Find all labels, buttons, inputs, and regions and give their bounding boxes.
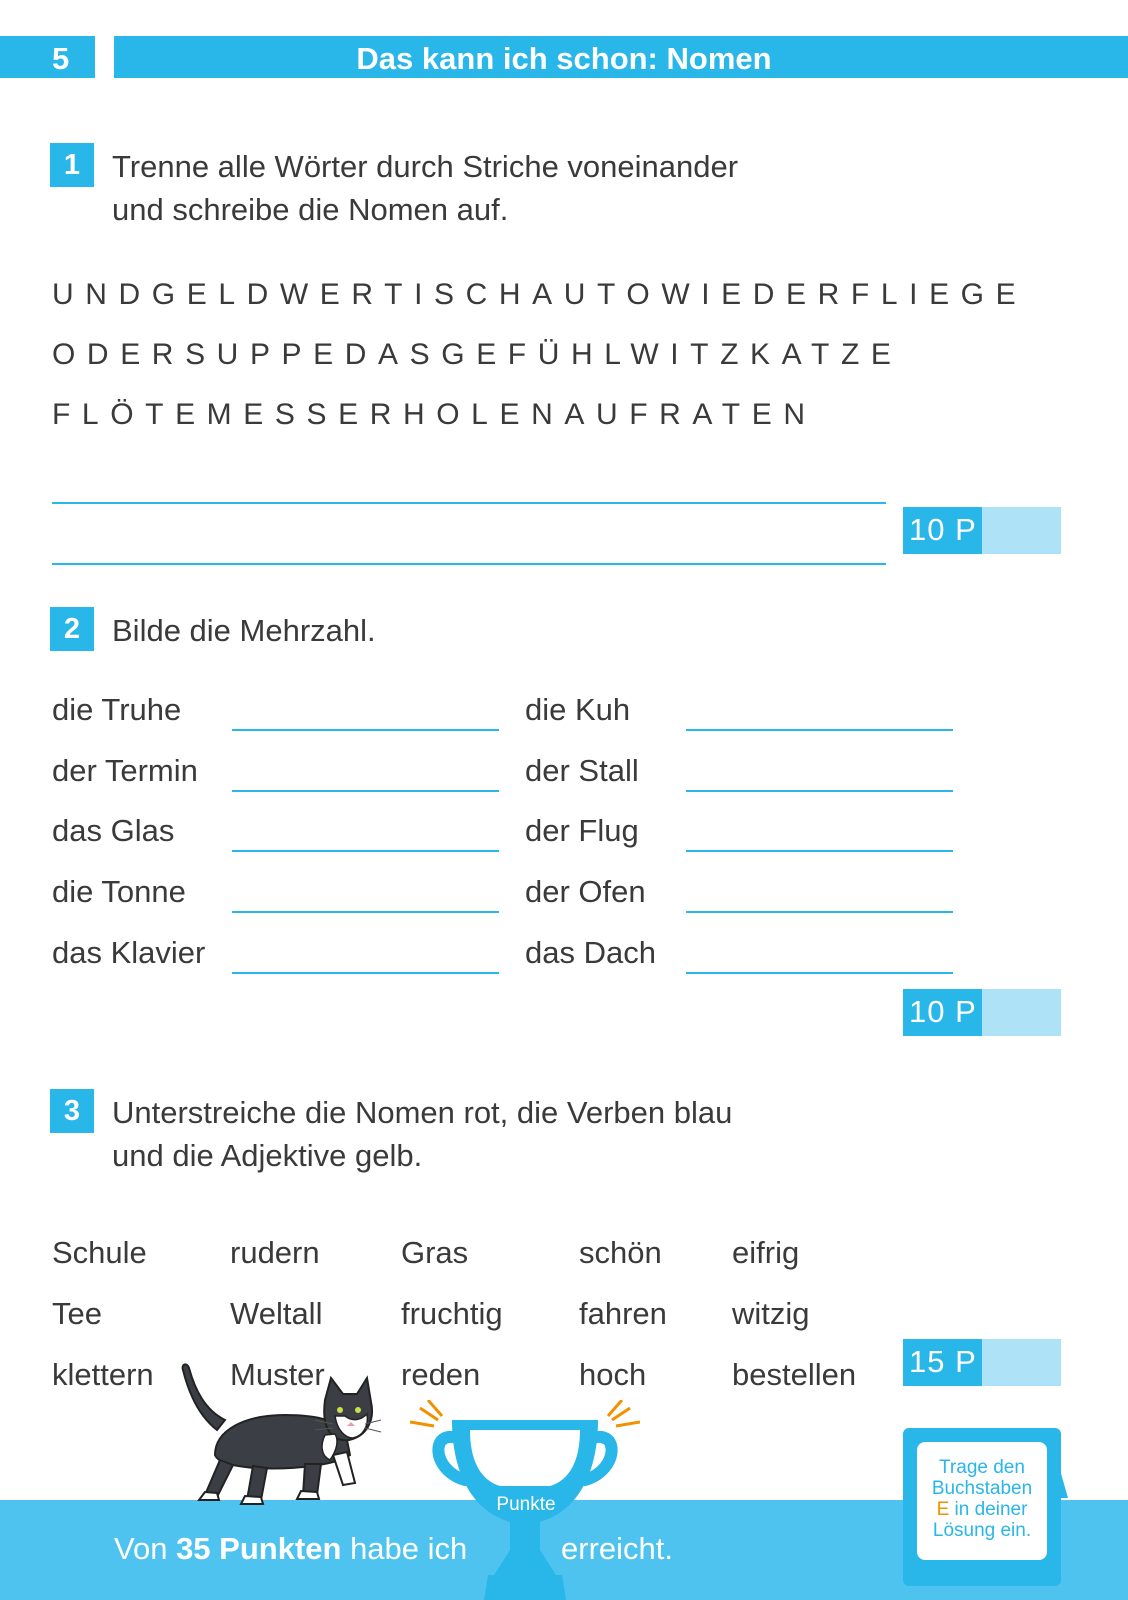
plural-answer-left-1[interactable] <box>232 729 499 731</box>
plural-word-right-5: das Dach <box>525 935 656 970</box>
word-r3-c2[interactable]: Muster <box>230 1357 325 1392</box>
task-2-number: 2 <box>50 607 94 651</box>
task-3-instruction-line-1: Unterstreiche die Nomen rot, die Verben blau <box>112 1095 733 1130</box>
solution-letter: E <box>936 1499 950 1520</box>
word-r2-c3[interactable]: fruchtig <box>401 1296 503 1331</box>
word-r1-c1[interactable]: Schule <box>52 1235 147 1270</box>
page-number-bar <box>0 36 95 78</box>
task-1-instruction-line-2: und schreibe die Nomen auf. <box>112 192 509 227</box>
page-number: 5 <box>52 41 70 76</box>
plural-answer-left-5[interactable] <box>232 972 499 974</box>
word-r1-c3[interactable]: Gras <box>401 1235 469 1270</box>
word-r2-c2[interactable]: Weltall <box>230 1296 323 1331</box>
task-1-instruction-line-1: Trenne alle Wörter durch Striche voneinander <box>112 149 739 184</box>
plural-word-right-1: die Kuh <box>525 692 631 727</box>
task-2-points-box[interactable] <box>903 989 1061 1036</box>
plural-word-left-5: das Klavier <box>52 935 206 970</box>
plural-answer-right-3[interactable] <box>686 850 953 852</box>
trophy-label: Punkte <box>496 1494 556 1515</box>
plural-word-left-1: die Truhe <box>52 692 182 727</box>
plural-answer-right-1[interactable] <box>686 729 953 731</box>
letter-row-2: ODERSUPPEDASGEFÜHLWITZKATZE <box>52 338 903 371</box>
task-1-instruction <box>112 145 738 231</box>
word-r3-c1[interactable]: klettern <box>52 1357 154 1392</box>
footer-text-prefix: Von <box>114 1531 177 1566</box>
cat-illustration <box>175 1360 385 1515</box>
task-3-number: 3 <box>50 1089 94 1133</box>
word-r3-c3[interactable]: reden <box>401 1357 481 1392</box>
word-r2-c4[interactable]: fahren <box>579 1296 667 1331</box>
task-1-answer-line-1[interactable] <box>52 502 886 504</box>
plural-answer-left-2[interactable] <box>232 790 499 792</box>
solution-line-3-rest: in deiner <box>949 1499 1028 1520</box>
letter-row-3: FLÖTEMESSERHOLENAUFRATEN <box>52 398 817 431</box>
footer-text <box>114 1531 467 1567</box>
word-r1-c5[interactable]: eifrig <box>732 1235 800 1270</box>
task-2-instruction: Bilde die Mehrzahl. <box>112 613 376 648</box>
plural-answer-right-4[interactable] <box>686 911 953 913</box>
letter-row-1: UNDGELDWERTISCHAUTOWIEDERFLIEGE <box>52 278 1028 311</box>
solution-instruction <box>917 1457 1047 1541</box>
word-r1-c2[interactable]: rudern <box>230 1235 320 1270</box>
word-r2-c5[interactable]: witzig <box>732 1296 810 1331</box>
solution-line-4: Lösung ein. <box>932 1520 1032 1541</box>
plural-word-left-2: der Termin <box>52 753 198 788</box>
task-1-points-box[interactable] <box>903 507 1061 554</box>
word-r2-c1[interactable]: Tee <box>52 1296 102 1331</box>
plural-answer-right-2[interactable] <box>686 790 953 792</box>
plural-answer-left-4[interactable] <box>232 911 499 913</box>
task-1-number: 1 <box>50 143 94 187</box>
task-3-points-box[interactable] <box>903 1339 1061 1386</box>
footer-text-middle: habe ich <box>341 1531 468 1566</box>
plural-word-right-3: der Flug <box>525 813 639 848</box>
plural-word-right-4: der Ofen <box>525 874 646 909</box>
solution-line-2: Buchstaben <box>931 1478 1033 1499</box>
page-title: Das kann ich schon: Nomen <box>356 41 772 76</box>
task-1-answer-line-2[interactable] <box>52 563 886 565</box>
footer-text-bold: 35 Punkten <box>176 1531 342 1566</box>
plural-answer-left-3[interactable] <box>232 850 499 852</box>
footer-text-suffix: erreicht. <box>561 1531 673 1566</box>
task-1-points-label: 10 P <box>909 512 977 547</box>
solution-line-1: Trage den <box>939 1457 1025 1478</box>
plural-answer-right-5[interactable] <box>686 972 953 974</box>
solution-line-3 <box>917 1499 1047 1520</box>
word-r3-c5[interactable]: bestellen <box>732 1357 857 1392</box>
task-3-points-label: 15 P <box>909 1344 977 1379</box>
word-r3-c4[interactable]: hoch <box>579 1357 647 1392</box>
word-r1-c4[interactable]: schön <box>579 1235 662 1270</box>
plural-word-right-2: der Stall <box>525 753 639 788</box>
task-2-points-label: 10 P <box>909 994 977 1029</box>
task-3-instruction <box>112 1091 732 1177</box>
plural-word-left-4: die Tonne <box>52 874 186 909</box>
task-3-instruction-line-2: und die Adjektive gelb. <box>112 1138 423 1173</box>
plural-word-left-3: das Glas <box>52 813 175 848</box>
